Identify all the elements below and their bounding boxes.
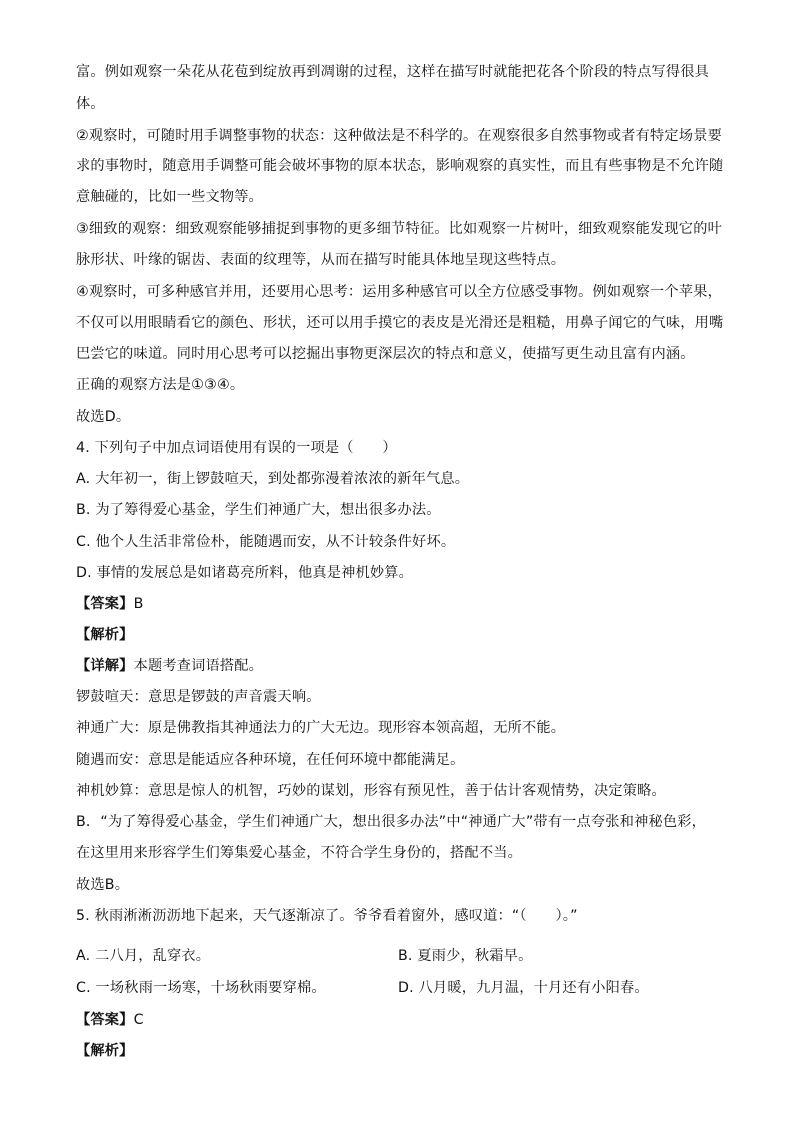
- answer-row: [76, 1010, 726, 1030]
- text-line: ②观察时，可随时用手调整事物的状态：这种做法是不科学的。在观察很多自然事物或者有特定场景要: [76, 128, 722, 144]
- answer-value: C: [133, 1012, 144, 1028]
- reason-line: B．“为了筹得爱心基金，学生们神通广大，想出很多办法”中“神通广大”带有一点夸张和神秘色彩，: [76, 814, 707, 830]
- question-4-option-b: B. 为了筹得爱心基金，学生们神通广大，想出很多办法。: [76, 502, 441, 518]
- analysis-tag: [76, 1041, 726, 1061]
- explanation-line: 神通广大：原是佛教指其神通法力的广大无边。现形容本领高超，无所不能。: [76, 720, 566, 736]
- text-line: ③细致的观察：细致观察能够捕捉到事物的更多细节特征。比如观察一片树叶，细致观察能发现它的叶: [76, 221, 722, 237]
- answer-tag: 【答案】: [76, 596, 134, 612]
- question-5-option-a: A. 二八月，乱穿衣。: [76, 948, 211, 964]
- question-5-option-b: B. 夏雨少，秋霜早。: [398, 948, 533, 964]
- text-line: 意触碰的，比如一些文物等。: [76, 189, 264, 205]
- question-4-option-a: A. 大年初一，街上锣鼓喧天，到处都弥漫着浓浓的新年气息。: [76, 471, 470, 487]
- text-line: 巴尝它的味道。同时用心思考可以挖掘出事物更深层次的特点和意义，使描写更生动且富有内涵。: [76, 346, 695, 362]
- analysis-label: 【解析】: [76, 627, 134, 643]
- explanation-line: 随遇而安：意思是能适应各种环境，在任何环境中都能满足。: [76, 752, 465, 768]
- detail-tag: 【详解】: [76, 658, 134, 674]
- explanation-line: 神机妙算：意思是惊人的机智，巧妙的谋划，形容有预见性，善于估计客观情势，决定策略。: [76, 783, 666, 799]
- text-line: 体。: [76, 96, 105, 112]
- answer-tag: 【答案】: [76, 1012, 134, 1028]
- detail-row: [76, 656, 726, 676]
- analysis-tag: [76, 625, 726, 645]
- question-5-option-d: D. 八月暖，九月温，十月还有小阳春。: [398, 980, 649, 996]
- conclusion-text: 正确的观察方法是①③④。: [76, 377, 245, 393]
- analysis-label: 【解析】: [76, 1043, 134, 1059]
- detail-text: 本题考查词语搭配。: [133, 658, 264, 674]
- explanation-line: 锣鼓喧天：意思是锣鼓的声音震天响。: [76, 689, 321, 705]
- choice-text: 故选D。: [76, 409, 131, 425]
- text-line: 脉形状、叶缘的锯齿、表面的纹理等，从而在描写时能具体地呈现这些特点。: [76, 252, 566, 268]
- question-5-option-c: C. 一场秋雨一场寒，十场秋雨要穿棉。: [76, 980, 326, 996]
- question-4-option-d: D. 事情的发展总是如诸葛亮所料，他真是神机妙算。: [76, 565, 414, 581]
- question-5-stem: 5. 秋雨淅淅沥沥地下起来，天气逐渐凉了。爷爷看着窗外，感叹道：“（ ）。”: [76, 908, 578, 924]
- question-4-stem: 4. 下列句子中加点词语使用有误的一项是（ ）: [76, 440, 397, 456]
- reason-line: 在这里用来形容学生们筹集爱心基金，不符合学生身份的，搭配不当。: [76, 845, 523, 861]
- answer-row: [76, 594, 726, 614]
- question-4-option-c: C. 他个人生活非常俭朴，能随遇而安，从不计较条件好坏。: [76, 534, 456, 550]
- answer-value: B: [133, 596, 144, 612]
- text-line: 求的事物时，随意用手调整可能会破坏事物的原本状态，影响观察的真实性，而且有些事物是不允许随: [76, 158, 724, 174]
- text-line: 富。例如观察一朵花从花苞到绽放再到凋谢的过程，这样在描写时就能把花各个阶段的特点写得很具: [76, 64, 710, 80]
- text-line: ④观察时，可多种感官并用，还要用心思考：运用多种感官可以全方位感受事物。例如观察一个苹果，: [76, 284, 722, 300]
- text-line: 不仅可以用眼睛看它的颜色、形状，还可以用手摸它的表皮是光滑还是粗糙，用鼻子闻它的气味，用嘴: [76, 315, 724, 331]
- choice-text: 故选B。: [76, 877, 130, 893]
